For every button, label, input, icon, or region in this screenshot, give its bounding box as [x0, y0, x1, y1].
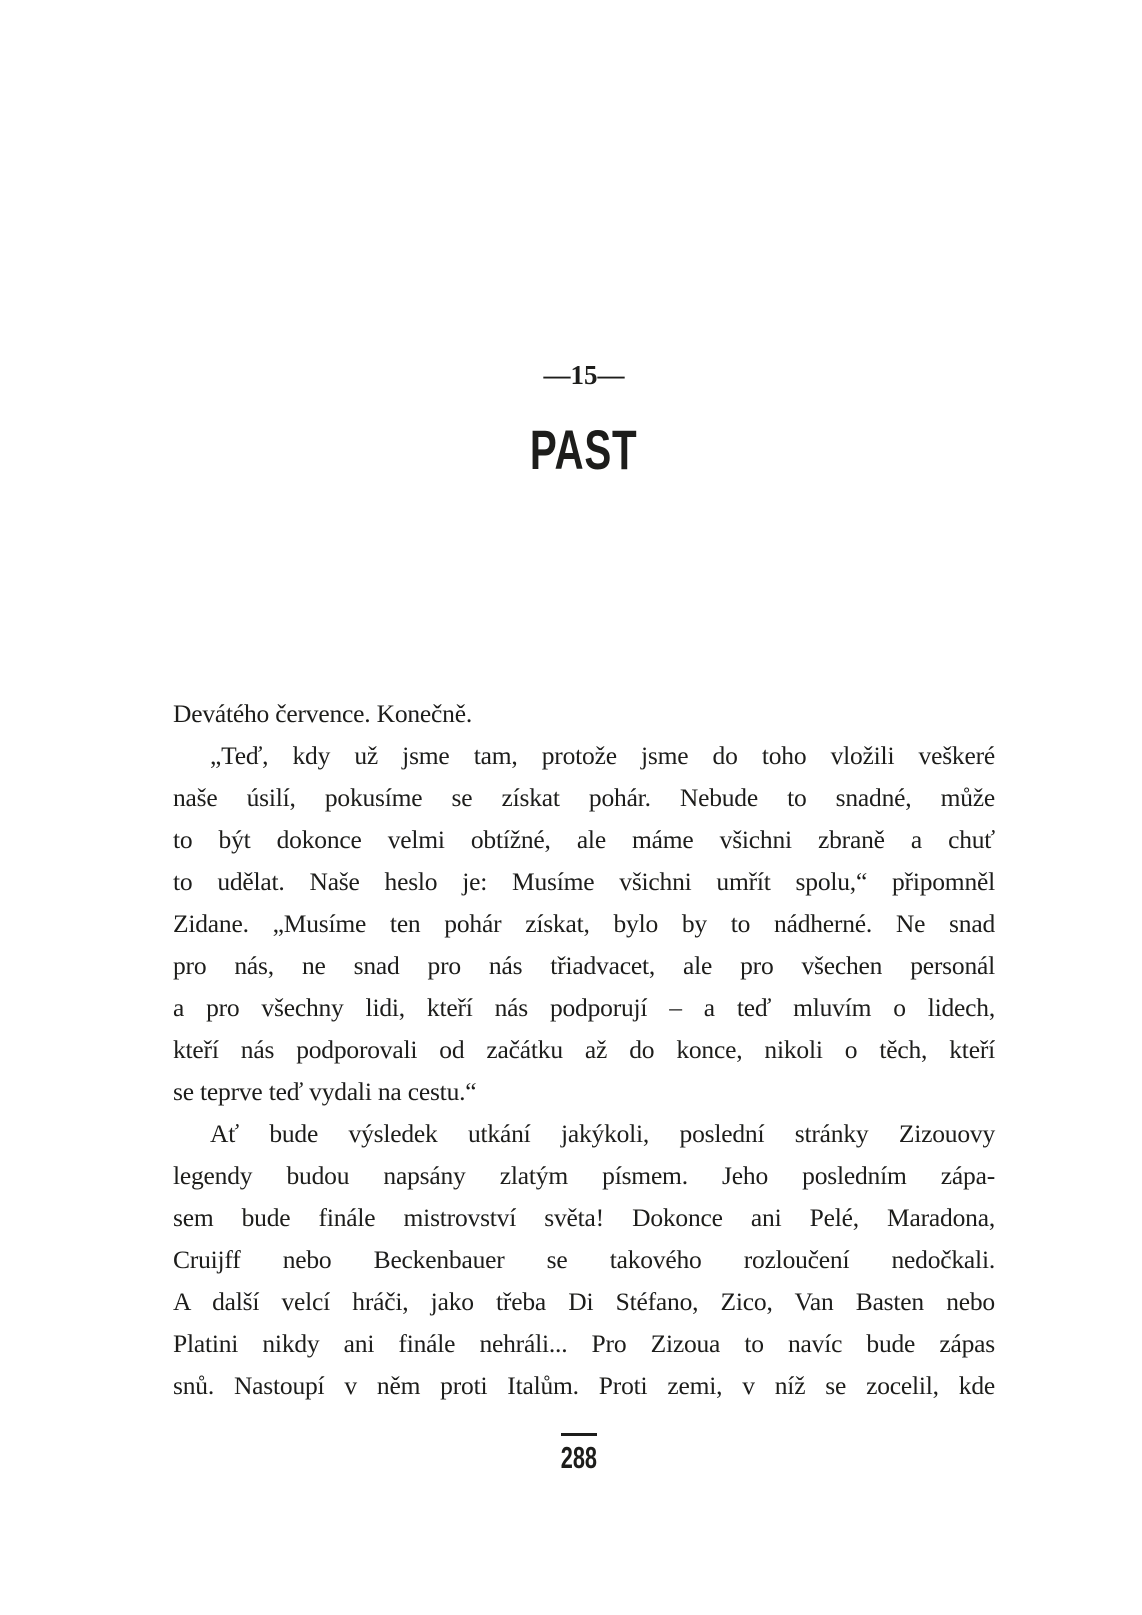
text-line: sem bude finále mistrovství světa! Dokonce ani Pelé, Maradona,	[173, 1203, 995, 1232]
body-text	[173, 693, 995, 1407]
text-line: kteří nás podporovali od začátku až do konce, nikoli o těch, kteří	[173, 1035, 995, 1064]
text-line: „Teď, kdy už jsme tam, protože jsme do toho vložili veškeré	[210, 741, 995, 770]
text-line: to udělat. Naše heslo je: Musíme všichni umřít spolu,“ připomněl	[173, 867, 995, 896]
page-number-text: 288	[560, 1440, 598, 1475]
text-line: A další velcí hráči, jako třeba Di Stéfano, Zico, Van Basten nebo	[173, 1287, 995, 1316]
text-line: snů. Nastoupí v něm proti Italům. Proti zemi, v níž se zocelil, kde	[173, 1371, 995, 1400]
chapter-number: —15—	[543, 360, 625, 390]
text-line: Ať bude výsledek utkání jakýkoli, poslední stránky Zizouovy	[210, 1119, 995, 1148]
text-line: pro nás, ne snad pro nás třiadvacet, ale pro všechen personál	[173, 951, 995, 980]
page-number-rule	[561, 1433, 597, 1436]
chapter-title	[0, 418, 1142, 482]
text-line: naše úsilí, pokusíme se získat pohár. Nebude to snadné, může	[173, 783, 995, 812]
text-line: Devátého července. Konečně.	[173, 699, 473, 728]
text-line: legendy budou napsány zlatým písmem. Jeho posledním zápa-	[173, 1161, 995, 1190]
text-line: Platini nikdy ani finále nehráli... Pro Zizoua to navíc bude zápas	[173, 1329, 995, 1358]
chapter-title-text: PAST	[530, 418, 638, 481]
text-line: Cruijff nebo Beckenbauer se takového rozloučení nedočkali.	[173, 1245, 995, 1274]
text-line: a pro všechny lidi, kteří nás podporují – a teď mluvím o lidech,	[173, 993, 995, 1022]
text-line: se teprve teď vydali na cestu.“	[173, 1077, 477, 1106]
text-line: to být dokonce velmi obtížné, ale máme všichni zbraně a chuť	[173, 825, 995, 854]
text-line: Zidane. „Musíme ten pohár získat, bylo by to nádherné. Ne snad	[173, 909, 995, 938]
page-number	[529, 1440, 629, 1476]
